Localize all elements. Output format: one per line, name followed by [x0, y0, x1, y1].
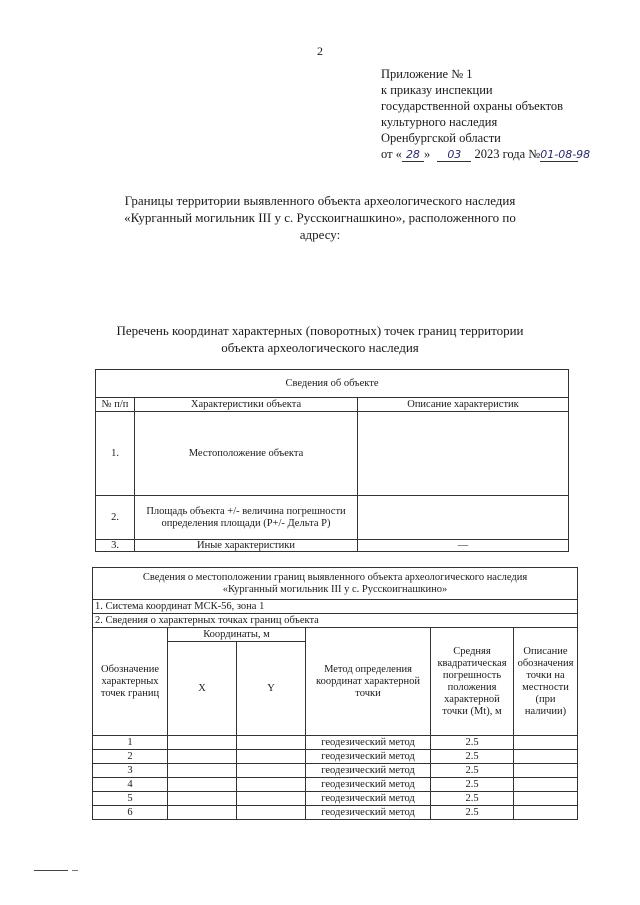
point-description — [514, 806, 578, 820]
point-x — [168, 792, 237, 806]
column-header: № п/п — [96, 398, 135, 412]
point-number: 1 — [93, 736, 168, 750]
point-x — [168, 778, 237, 792]
table-title: Сведения об объекте — [96, 370, 569, 398]
heading-line: адресу: — [299, 227, 341, 242]
column-header: Средняя квадратическая погрешность положения характерной точки (Mt), м — [431, 628, 514, 736]
page-number: 2 — [317, 44, 323, 58]
boundary-points-table — [92, 567, 578, 820]
appendix-block — [381, 66, 591, 162]
point-number: 6 — [93, 806, 168, 820]
column-header: X — [168, 642, 237, 736]
table-row — [93, 778, 578, 792]
coordinate-system: 1. Система координат МСК-56, зона 1 — [93, 600, 578, 614]
table-title — [93, 568, 578, 600]
table-row — [93, 750, 578, 764]
point-description — [514, 764, 578, 778]
column-header: Описание характеристик — [358, 398, 569, 412]
row-characteristic: Иные характеристики — [135, 540, 358, 552]
appendix-line: культурного наследия — [381, 115, 498, 129]
points-info: 2. Сведения о характерных точках границ объекта — [93, 614, 578, 628]
point-x — [168, 806, 237, 820]
point-accuracy: 2.5 — [431, 778, 514, 792]
table-row — [93, 792, 578, 806]
point-accuracy: 2.5 — [431, 736, 514, 750]
handwritten-month: 03 — [437, 148, 471, 162]
row-number: 2. — [96, 496, 135, 540]
appendix-date-line — [381, 146, 591, 162]
point-x — [168, 736, 237, 750]
row-characteristic: Площадь объекта +/- величина погрешности определения площади (Р+/- Дельта Р) — [135, 496, 358, 540]
column-header: Описание обозначения точки на местности (при наличии) — [514, 628, 578, 736]
object-info-table — [95, 369, 569, 552]
point-accuracy: 2.5 — [431, 750, 514, 764]
point-number: 2 — [93, 750, 168, 764]
appendix-line: государственной охраны объектов — [381, 99, 564, 113]
point-description — [514, 778, 578, 792]
date-mid: » — [423, 147, 431, 161]
row-characteristic: Местоположение объекта — [135, 412, 358, 496]
handwritten-day: 28 — [402, 148, 424, 162]
point-accuracy: 2.5 — [431, 806, 514, 820]
column-header: Y — [237, 642, 306, 736]
column-header: Характеристики объекта — [135, 398, 358, 412]
point-method: геодезический метод — [306, 778, 431, 792]
table-row — [96, 496, 569, 540]
document-heading — [110, 192, 530, 243]
table-title-line: «Курганный могильник III у с. Русскоигнашкино» — [222, 583, 448, 595]
date-year: 2023 года № — [474, 147, 541, 161]
column-header: Обозначение характерных точек границ — [93, 628, 168, 736]
point-y — [237, 750, 306, 764]
point-description — [514, 792, 578, 806]
row-number: 3. — [96, 540, 135, 552]
point-y — [237, 792, 306, 806]
row-description — [358, 412, 569, 496]
point-y — [237, 736, 306, 750]
handwritten-doc-number: 01-08-98 — [540, 148, 591, 161]
signature-line — [34, 870, 68, 871]
table-row — [93, 806, 578, 820]
heading-line: Границы территории выявленного объекта археологического наследия — [124, 193, 516, 208]
point-number: 4 — [93, 778, 168, 792]
point-method: геодезический метод — [306, 792, 431, 806]
table-row — [93, 736, 578, 750]
row-description: — — [358, 540, 569, 552]
point-method: геодезический метод — [306, 764, 431, 778]
table-row — [96, 540, 569, 552]
point-x — [168, 750, 237, 764]
point-number: 3 — [93, 764, 168, 778]
heading-line: Перечень координат характерных (поворотных) точек границ территории — [116, 323, 524, 338]
point-y — [237, 764, 306, 778]
table-row — [93, 764, 578, 778]
point-method: геодезический метод — [306, 806, 431, 820]
appendix-line: Оренбургской области — [381, 131, 501, 145]
point-description — [514, 750, 578, 764]
table-row — [96, 412, 569, 496]
coordinates-heading — [100, 322, 540, 356]
heading-line: объекта археологического наследия — [221, 340, 419, 355]
table-title-line: Сведения о местоположении границ выявленного объекта археологического наследия — [142, 571, 528, 583]
row-description — [358, 496, 569, 540]
column-header: Координаты, м — [168, 628, 306, 642]
appendix-line: к приказу инспекции — [381, 83, 493, 97]
point-x — [168, 764, 237, 778]
point-number: 5 — [93, 792, 168, 806]
heading-line: «Курганный могильник III у с. Русскоигнашкино», расположенного по — [124, 210, 516, 225]
point-method: геодезический метод — [306, 736, 431, 750]
signature-mark — [72, 870, 78, 871]
point-accuracy: 2.5 — [431, 764, 514, 778]
point-y — [237, 778, 306, 792]
appendix-line: Приложение № 1 — [381, 67, 473, 81]
point-accuracy: 2.5 — [431, 792, 514, 806]
column-header: Метод определения координат характерной точки — [306, 628, 431, 736]
point-method: геодезический метод — [306, 750, 431, 764]
row-number: 1. — [96, 412, 135, 496]
point-description — [514, 736, 578, 750]
point-y — [237, 806, 306, 820]
date-prefix: от « — [381, 147, 402, 161]
